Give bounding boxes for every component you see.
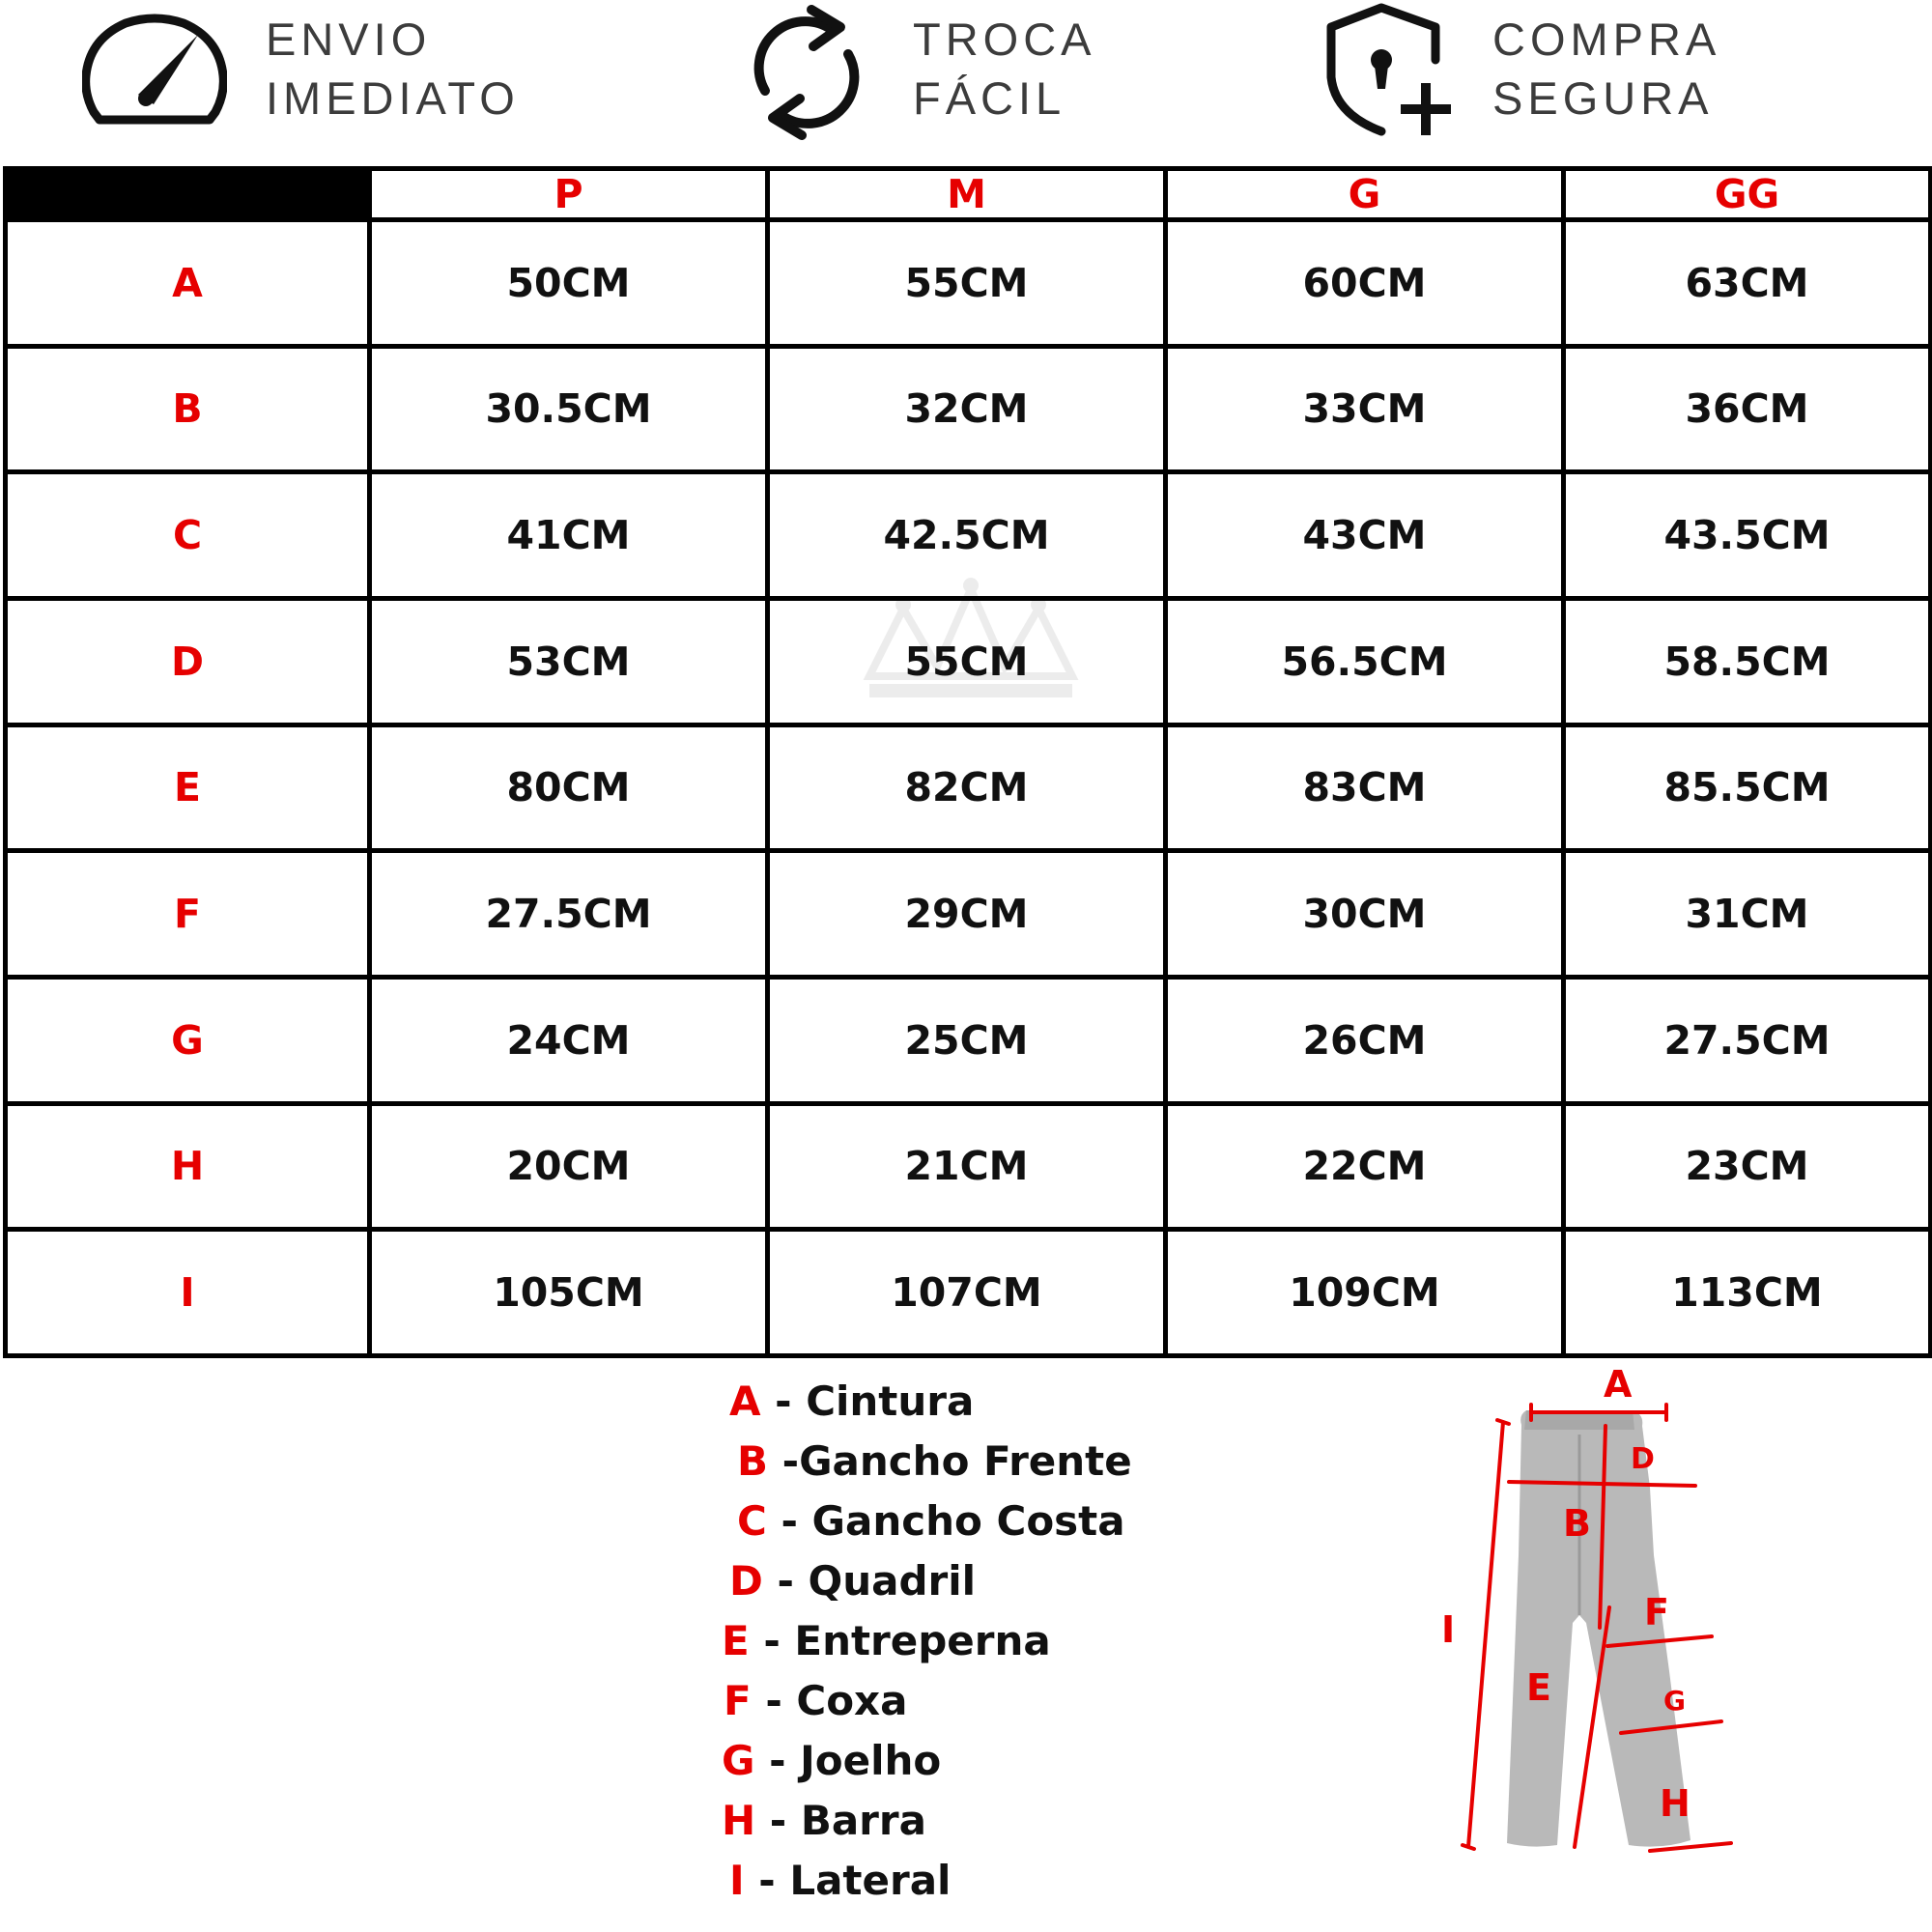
table-cell: 22CM (1166, 1103, 1564, 1230)
table-cell: 25CM (768, 977, 1166, 1103)
secure-shield-icon (1321, 0, 1457, 145)
badge-line1: TROCA (913, 14, 1096, 65)
row-label: B (6, 346, 370, 472)
legend-item-i (729, 1851, 1132, 1911)
diagram-label-g: G (1663, 1685, 1686, 1717)
badge-line2: SEGURA (1492, 72, 1714, 124)
table-cell: 21CM (768, 1103, 1166, 1230)
table-cell: 105CM (370, 1230, 768, 1356)
table-cell: 82CM (768, 724, 1166, 851)
table-row (6, 220, 1931, 347)
table-cell: 32CM (768, 346, 1166, 472)
table-row (6, 851, 1931, 978)
legend-text: - Barra (755, 1797, 926, 1844)
table-cell: 27.5CM (1564, 977, 1931, 1103)
table-cell: 50CM (370, 220, 768, 347)
badge-line2: IMEDIATO (266, 72, 520, 124)
pants-measurement-diagram (1430, 1362, 1748, 1864)
legend-key: A (729, 1378, 761, 1425)
table-cell: 43.5CM (1564, 472, 1931, 599)
table-header-row (6, 169, 1931, 220)
legend-key: I (729, 1857, 745, 1904)
table-row (6, 598, 1931, 724)
table-cell: 42.5CM (768, 472, 1166, 599)
diagram-label-a: A (1604, 1363, 1633, 1406)
column-header-p: P (370, 169, 768, 220)
column-header-g: G (1166, 169, 1564, 220)
legend-key: F (724, 1677, 752, 1724)
row-label: D (6, 598, 370, 724)
row-label: I (6, 1230, 370, 1356)
legend-item-g (722, 1731, 1132, 1791)
legend-text: - Coxa (751, 1677, 908, 1724)
table-cell: 60CM (1166, 220, 1564, 347)
legend-key: G (722, 1737, 755, 1784)
legend-key: D (729, 1557, 763, 1605)
badge-troca-facil (734, 0, 1121, 164)
column-header-m: M (768, 169, 1166, 220)
table-cell: 83CM (1166, 724, 1564, 851)
table-cell: 56.5CM (1166, 598, 1564, 724)
legend-text: - Lateral (744, 1857, 952, 1904)
table-cell: 107CM (768, 1230, 1166, 1356)
legend-item-d (729, 1551, 1132, 1611)
table-cell: 29CM (768, 851, 1166, 978)
table-cell: 113CM (1564, 1230, 1931, 1356)
badge-line1: ENVIO (266, 14, 432, 65)
legend-item-e (722, 1611, 1132, 1671)
legend-key: H (722, 1797, 756, 1844)
exchange-arrows-icon (744, 0, 869, 145)
table-cell: 30CM (1166, 851, 1564, 978)
row-label: H (6, 1103, 370, 1230)
badge-compra-segura (1314, 0, 1797, 164)
column-header-gg: GG (1564, 169, 1931, 220)
table-cell: 55CM (768, 598, 1166, 724)
table-cell: 27.5CM (370, 851, 768, 978)
table-row (6, 1230, 1931, 1356)
row-label: F (6, 851, 370, 978)
row-label: A (6, 220, 370, 347)
table-cell: 85.5CM (1564, 724, 1931, 851)
table-cell: 36CM (1564, 346, 1931, 472)
row-label: G (6, 977, 370, 1103)
badge-line1: COMPRA (1492, 14, 1721, 65)
table-cell: 31CM (1564, 851, 1931, 978)
row-label: E (6, 724, 370, 851)
diagram-label-i: I (1441, 1608, 1456, 1651)
table-cell: 24CM (370, 977, 768, 1103)
table-cell: 33CM (1166, 346, 1564, 472)
table-cell: 63CM (1564, 220, 1931, 347)
legend-item-c (729, 1492, 1132, 1551)
table-cell: 80CM (370, 724, 768, 851)
size-table (3, 166, 1932, 1358)
legend-item-a (729, 1372, 1132, 1432)
table-cell: 23CM (1564, 1103, 1931, 1230)
table-cell: 58.5CM (1564, 598, 1931, 724)
legend-text: -Gancho Frente (768, 1437, 1132, 1485)
table-row (6, 472, 1931, 599)
legend-text: - Gancho Costa (766, 1497, 1125, 1545)
table-cell: 109CM (1166, 1230, 1564, 1356)
legend-item-f (724, 1671, 1132, 1731)
legend-key: C (737, 1497, 767, 1545)
legend-text: - Entreperna (749, 1617, 1051, 1664)
diagram-label-e: E (1526, 1666, 1551, 1709)
table-cell: 41CM (370, 472, 768, 599)
legend-text: - Cintura (760, 1378, 975, 1425)
diagram-label-b: B (1563, 1502, 1591, 1545)
table-row (6, 346, 1931, 472)
table-row (6, 1103, 1931, 1230)
legend-key: B (737, 1437, 769, 1485)
legend-item-h (722, 1791, 1132, 1851)
table-row (6, 977, 1931, 1103)
measurement-legend (722, 1372, 1132, 1911)
table-cell: 55CM (768, 220, 1166, 347)
legend-text: - Quadril (762, 1557, 977, 1605)
table-cell: 53CM (370, 598, 768, 724)
table-row (6, 724, 1931, 851)
table-cell: 26CM (1166, 977, 1564, 1103)
legend-key: E (722, 1617, 750, 1664)
diagram-label-d: D (1631, 1442, 1655, 1476)
diagram-label-h: H (1660, 1782, 1690, 1825)
badge-line2: FÁCIL (913, 72, 1066, 124)
speedometer-icon (82, 12, 227, 128)
table-cell: 43CM (1166, 472, 1564, 599)
row-label: C (6, 472, 370, 599)
table-cell: 30.5CM (370, 346, 768, 472)
table-cell: 20CM (370, 1103, 768, 1230)
legend-text: - Joelho (754, 1737, 942, 1784)
badge-envio-imediato (77, 0, 560, 164)
table-corner-cell (6, 169, 370, 220)
legend-item-b (729, 1432, 1132, 1492)
diagram-label-f: F (1644, 1591, 1669, 1634)
